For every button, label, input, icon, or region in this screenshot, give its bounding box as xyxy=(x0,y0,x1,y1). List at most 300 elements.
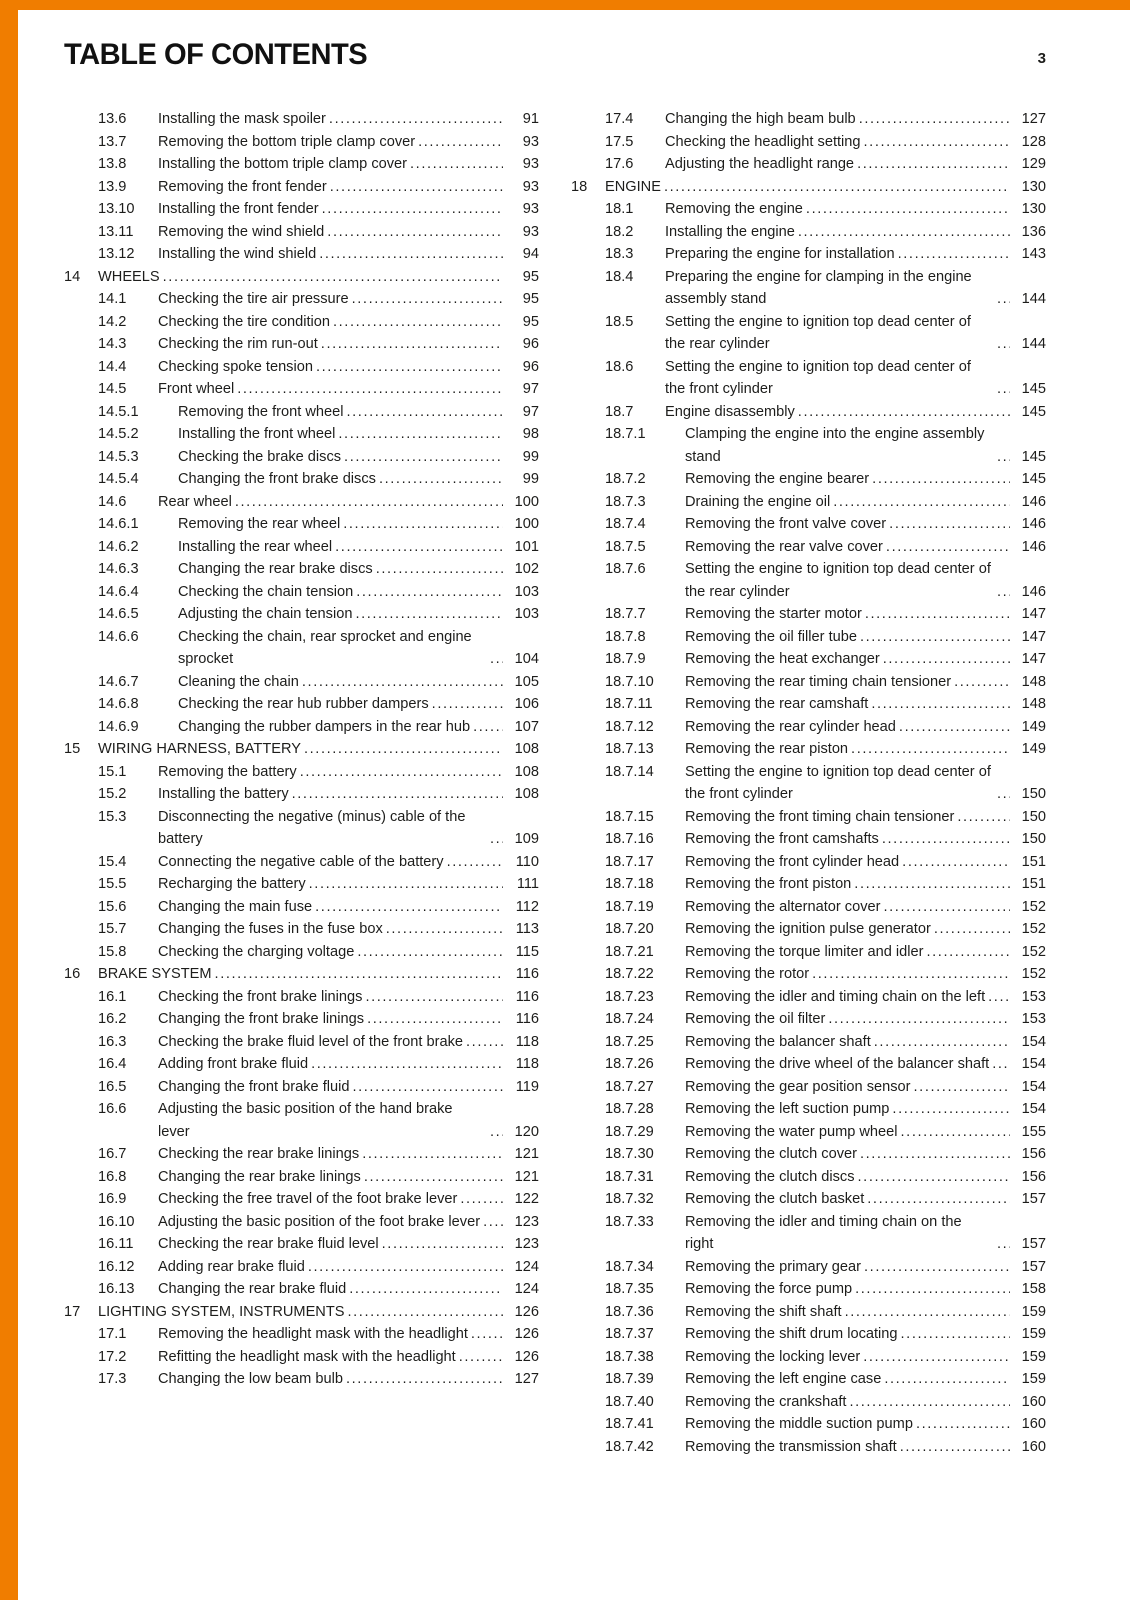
toc-leader-dots xyxy=(343,401,503,424)
toc-entry-number: 14.6.4 xyxy=(98,583,139,600)
toc-entry-number: 18.7.7 xyxy=(605,606,646,622)
toc-entry[interactable] xyxy=(571,153,1046,176)
toc-entry-page: 156 xyxy=(1021,1168,1046,1185)
toc-entry[interactable] xyxy=(571,108,1046,131)
toc-entry-page: 146 xyxy=(1021,493,1046,510)
toc-entry-title: Checking the charging voltage xyxy=(158,943,355,960)
toc-entry[interactable] xyxy=(64,1143,539,1166)
toc-entry-number: 18.5 xyxy=(605,313,634,330)
toc-entry-title: Removing the front piston xyxy=(685,876,852,892)
toc-entry[interactable] xyxy=(571,491,1046,514)
toc-entry-number: 14.6.8 xyxy=(98,696,139,712)
toc-entry[interactable] xyxy=(571,423,1046,468)
toc-entry[interactable] xyxy=(64,1256,539,1279)
toc-entry-page: 126 xyxy=(514,1303,539,1320)
toc-entry[interactable] xyxy=(571,671,1046,694)
toc-leader-dots xyxy=(871,1031,1010,1054)
toc-entry-page: 107 xyxy=(514,718,539,735)
toc-leader-dots xyxy=(883,536,1010,559)
toc-entry[interactable] xyxy=(64,603,539,626)
toc-entry-title: Removing the headlight mask with the headlight xyxy=(158,1326,468,1342)
toc-entry[interactable] xyxy=(64,1278,539,1301)
toc-entry-page: 102 xyxy=(514,561,539,577)
toc-entry-number: 18.7.35 xyxy=(605,1281,654,1297)
toc-entry[interactable] xyxy=(64,1301,539,1324)
toc-entry[interactable] xyxy=(571,603,1046,626)
toc-entry[interactable] xyxy=(571,1053,1046,1076)
toc-leader-dots xyxy=(889,1098,1010,1121)
toc-leader-dots xyxy=(795,401,1010,424)
toc-entry[interactable] xyxy=(64,783,539,806)
toc-entry[interactable] xyxy=(64,626,539,671)
toc-entry-page: 159 xyxy=(1021,1303,1046,1320)
toc-entry[interactable] xyxy=(64,513,539,536)
toc-entry[interactable] xyxy=(64,1323,539,1346)
toc-entry[interactable] xyxy=(571,1301,1046,1324)
toc-entry-page: 130 xyxy=(1021,178,1046,195)
toc-entry-page: 103 xyxy=(514,606,539,622)
toc-leader-dots xyxy=(312,896,503,919)
toc-leader-dots xyxy=(468,1323,503,1346)
toc-entry-page: 126 xyxy=(514,1326,539,1342)
toc-entry-page: 97 xyxy=(522,403,539,420)
toc-leader-dots xyxy=(661,176,1010,199)
toc-entry-number: 14.6.5 xyxy=(98,606,139,622)
toc-entry-title: Changing the fuses in the fuse box xyxy=(158,921,383,937)
document-page xyxy=(64,38,1046,1458)
toc-leader-dots xyxy=(880,648,1010,671)
toc-entry-page: 154 xyxy=(1021,1078,1046,1095)
page-title: TABLE OF CONTENTS xyxy=(64,38,368,71)
toc-entry-number: 14.5.2 xyxy=(98,426,139,442)
toc-entry-number: 18.7.9 xyxy=(605,651,646,667)
toc-entry-number: 18.7.8 xyxy=(605,628,646,645)
toc-entry-page: 93 xyxy=(522,133,539,150)
toc-entry-page: 95 xyxy=(522,313,539,330)
toc-entry[interactable] xyxy=(571,1076,1046,1099)
toc-entry-number: 15.5 xyxy=(98,876,127,892)
toc-entry[interactable] xyxy=(64,423,539,446)
toc-entry[interactable] xyxy=(571,693,1046,716)
toc-entry[interactable] xyxy=(571,1008,1046,1031)
toc-entry[interactable] xyxy=(64,1098,539,1143)
toc-leader-dots xyxy=(301,738,503,761)
toc-entry-page: 116 xyxy=(515,988,539,1005)
toc-entry[interactable] xyxy=(571,1323,1046,1346)
toc-entry[interactable] xyxy=(64,356,539,379)
toc-entry-number: 17.3 xyxy=(98,1371,127,1387)
toc-entry[interactable] xyxy=(571,311,1046,356)
toc-entry-page: 157 xyxy=(1021,1236,1046,1252)
toc-entry-title: Checking the rim run-out xyxy=(158,336,318,352)
toc-leader-dots xyxy=(994,378,1010,401)
toc-entry-title: Removing the engine xyxy=(665,201,803,217)
toc-entry[interactable] xyxy=(64,243,539,266)
toc-entry-title: Engine disassembly xyxy=(665,403,795,420)
toc-entry-page: 152 xyxy=(1021,943,1046,960)
toc-entry-page: 143 xyxy=(1021,246,1046,262)
toc-leader-dots xyxy=(319,198,503,221)
toc-entry-title: Checking the chain, rear sprocket and engine sprocket xyxy=(178,628,472,667)
toc-column-right xyxy=(571,108,1046,1458)
toc-entry-title: Removing the starter motor xyxy=(685,606,862,622)
toc-entry-page: 103 xyxy=(514,583,539,600)
toc-entry-page: 147 xyxy=(1021,628,1046,645)
toc-entry-number: 18.2 xyxy=(605,223,634,240)
toc-entry-title: ENGINE xyxy=(605,178,661,195)
toc-entry[interactable] xyxy=(571,558,1046,603)
toc-entry-number: 18.7.31 xyxy=(605,1168,654,1185)
toc-leader-dots xyxy=(308,1053,503,1076)
toc-entry[interactable] xyxy=(64,333,539,356)
toc-entry-number: 18.7.24 xyxy=(605,1011,654,1027)
toc-leader-dots xyxy=(994,1233,1010,1256)
toc-entry-number: 14.6 xyxy=(98,493,127,510)
toc-entry-page: 151 xyxy=(1021,876,1046,892)
toc-entry-number: 14 xyxy=(64,268,81,285)
toc-entry-page: 95 xyxy=(522,268,539,285)
toc-entry-page: 145 xyxy=(1021,471,1046,487)
toc-entry-page: 147 xyxy=(1021,606,1046,622)
toc-leader-dots xyxy=(346,1278,503,1301)
toc-entry-title: Changing the rear brake discs xyxy=(178,561,373,577)
toc-entry[interactable] xyxy=(64,446,539,469)
toc-entry[interactable] xyxy=(571,1413,1046,1436)
toc-entry[interactable] xyxy=(64,153,539,176)
toc-entry[interactable] xyxy=(64,1008,539,1031)
toc-entry-number: 14.5.1 xyxy=(98,403,139,420)
toc-entry-page: 93 xyxy=(522,223,539,240)
toc-entry[interactable] xyxy=(571,1436,1046,1459)
toc-leader-dots xyxy=(861,1256,1010,1279)
toc-entry-page: 159 xyxy=(1021,1348,1046,1365)
toc-entry-title: Changing the front brake linings xyxy=(158,1011,365,1027)
toc-leader-dots xyxy=(825,1008,1010,1031)
toc-entry-number: 18.7.30 xyxy=(605,1146,654,1162)
toc-entry-number: 16.9 xyxy=(98,1191,127,1207)
toc-entry-number: 18.7.39 xyxy=(605,1371,654,1387)
toc-entry[interactable] xyxy=(571,896,1046,919)
toc-entry[interactable] xyxy=(64,558,539,581)
toc-leader-dots xyxy=(911,1076,1010,1099)
toc-entry[interactable] xyxy=(64,536,539,559)
toc-entry[interactable] xyxy=(64,1233,539,1256)
toc-entry[interactable] xyxy=(571,243,1046,266)
toc-entry-number: 18.7.11 xyxy=(605,696,653,712)
toc-entry-title: Removing the left engine case xyxy=(685,1371,882,1387)
toc-entry[interactable] xyxy=(64,468,539,491)
toc-entry[interactable] xyxy=(571,918,1046,941)
toc-entry[interactable] xyxy=(571,266,1046,311)
toc-entry-number: 18.7.15 xyxy=(605,808,654,825)
toc-entry[interactable] xyxy=(571,1188,1046,1211)
toc-entry[interactable] xyxy=(571,1143,1046,1166)
toc-entry-number: 16.6 xyxy=(98,1101,127,1117)
toc-entry-number: 18.1 xyxy=(605,201,634,217)
toc-leader-dots xyxy=(852,1278,1010,1301)
toc-entry[interactable] xyxy=(571,1098,1046,1121)
toc-entry-page: 93 xyxy=(522,156,539,172)
toc-entry-title: Adjusting the basic position of the foot brake lever xyxy=(158,1213,481,1230)
toc-entry[interactable] xyxy=(64,131,539,154)
toc-entry-number: 15.6 xyxy=(98,898,127,915)
toc-leader-dots xyxy=(897,1436,1010,1459)
toc-leader-dots xyxy=(856,108,1010,131)
toc-entry-title: Installing the front fender xyxy=(158,201,319,217)
toc-leader-dots xyxy=(480,1211,503,1234)
toc-entry-title: Removing the middle suction pump xyxy=(685,1416,913,1432)
toc-entry-title: Adding rear brake fluid xyxy=(158,1258,305,1275)
toc-entry-title: Removing the water pump wheel xyxy=(685,1123,898,1140)
toc-leader-dots xyxy=(994,581,1010,604)
toc-entry-title: Removing the rear timing chain tensioner xyxy=(685,673,952,690)
toc-entry[interactable] xyxy=(571,851,1046,874)
toc-leader-dots xyxy=(332,536,503,559)
toc-entry-page: 116 xyxy=(515,966,539,982)
toc-entry-title: Removing the front cylinder head xyxy=(685,853,900,870)
toc-leader-dots xyxy=(324,221,503,244)
toc-entry-number: 14.4 xyxy=(98,358,127,375)
toc-entry-page: 129 xyxy=(1021,156,1046,172)
toc-entry-page: 96 xyxy=(522,358,539,375)
toc-entry-page: 136 xyxy=(1021,223,1046,240)
toc-leader-dots xyxy=(868,693,1010,716)
toc-entry-title: Rear wheel xyxy=(158,493,232,510)
toc-entry-page: 157 xyxy=(1021,1191,1046,1207)
toc-entry-number: 18.4 xyxy=(605,268,634,285)
toc-leader-dots xyxy=(383,918,503,941)
toc-entry-page: 149 xyxy=(1021,718,1046,735)
toc-entry[interactable] xyxy=(64,581,539,604)
toc-entry-page: 152 xyxy=(1021,966,1046,982)
toc-entry-title: Removing the locking lever xyxy=(685,1348,861,1365)
toc-entry-number: 18.7.37 xyxy=(605,1326,654,1342)
toc-entry-title: Checking the brake fluid level of the front brake xyxy=(158,1033,464,1050)
toc-entry[interactable] xyxy=(571,716,1046,739)
toc-entry-title: Recharging the battery xyxy=(158,876,306,892)
toc-entry-number: 16.1 xyxy=(98,988,127,1005)
toc-entry-title: Installing the bottom triple clamp cover xyxy=(158,156,408,172)
toc-entry[interactable] xyxy=(64,963,539,986)
page-accent-border-top xyxy=(0,0,1130,10)
toc-entry-number: 18.7.12 xyxy=(605,718,654,735)
toc-entry-page: 105 xyxy=(514,673,539,690)
toc-entry[interactable] xyxy=(571,828,1046,851)
toc-entry[interactable] xyxy=(571,738,1046,761)
toc-entry[interactable] xyxy=(64,1346,539,1369)
toc-entry[interactable] xyxy=(64,288,539,311)
toc-entry-title: Checking the rear brake fluid level xyxy=(158,1236,379,1252)
toc-entry[interactable] xyxy=(64,918,539,941)
toc-entry[interactable] xyxy=(571,648,1046,671)
toc-entry-number: 16.4 xyxy=(98,1056,127,1072)
toc-entry-page: 126 xyxy=(514,1348,539,1365)
toc-entry[interactable] xyxy=(64,1053,539,1076)
toc-entry[interactable] xyxy=(571,1121,1046,1144)
toc-leader-dots xyxy=(898,1323,1010,1346)
toc-entry-title: Removing the front fender xyxy=(158,178,327,195)
toc-entry-number: 18.7.33 xyxy=(605,1213,654,1230)
toc-entry[interactable] xyxy=(64,176,539,199)
toc-leader-dots xyxy=(898,1121,1010,1144)
toc-entry[interactable] xyxy=(571,536,1046,559)
toc-leader-dots xyxy=(886,513,1010,536)
toc-entry[interactable] xyxy=(64,198,539,221)
toc-leader-dots xyxy=(457,1188,503,1211)
toc-entry[interactable] xyxy=(571,806,1046,829)
toc-entry[interactable] xyxy=(571,873,1046,896)
toc-entry-title: Removing the battery xyxy=(158,763,297,780)
toc-entry-title: Removing the front wheel xyxy=(178,403,344,420)
toc-entry-title: Removing the force pump xyxy=(685,1281,853,1297)
toc-entry[interactable] xyxy=(571,1031,1046,1054)
toc-entry-number: 18.7.22 xyxy=(605,966,654,982)
toc-entry[interactable] xyxy=(64,1166,539,1189)
toc-entry[interactable] xyxy=(64,401,539,424)
toc-entry-title: Setting the engine to ignition top dead center of the rear cylinder xyxy=(685,561,991,600)
toc-leader-dots xyxy=(864,1188,1010,1211)
toc-leader-dots xyxy=(343,1368,503,1391)
toc-entry[interactable] xyxy=(571,131,1046,154)
toc-entry[interactable] xyxy=(64,1076,539,1099)
toc-entry-title: Removing the gear position sensor xyxy=(685,1078,911,1095)
toc-entry[interactable] xyxy=(64,873,539,896)
toc-entry-page: 108 xyxy=(514,786,539,802)
toc-entry-number: 18.7 xyxy=(605,403,634,420)
toc-entry-number: 18.7.13 xyxy=(605,741,654,757)
toc-leader-dots xyxy=(470,716,503,739)
toc-entry-number: 18.7.1 xyxy=(605,426,646,442)
toc-entry-title: Removing the shift shaft xyxy=(685,1303,842,1320)
toc-entry-number: 14.6.6 xyxy=(98,628,139,645)
toc-leader-dots xyxy=(160,266,503,289)
toc-entry-title: Checking spoke tension xyxy=(158,358,313,375)
toc-entry-number: 17 xyxy=(64,1303,81,1320)
toc-entry[interactable] xyxy=(64,378,539,401)
toc-entry[interactable] xyxy=(64,266,539,289)
toc-entry[interactable] xyxy=(64,108,539,131)
toc-entry-page: 111 xyxy=(516,876,539,892)
toc-entry[interactable] xyxy=(571,356,1046,401)
toc-entry-page: 130 xyxy=(1021,201,1046,217)
toc-entry[interactable] xyxy=(571,401,1046,424)
toc-leader-dots xyxy=(848,738,1010,761)
toc-entry[interactable] xyxy=(64,986,539,1009)
toc-leader-dots xyxy=(407,153,503,176)
toc-entry[interactable] xyxy=(64,491,539,514)
toc-entry[interactable] xyxy=(571,626,1046,649)
toc-entry[interactable] xyxy=(571,1391,1046,1414)
toc-leader-dots xyxy=(899,851,1010,874)
toc-leader-dots xyxy=(923,941,1010,964)
toc-entry[interactable] xyxy=(571,513,1046,536)
toc-entry-number: 18.7.40 xyxy=(605,1393,654,1410)
toc-entry-number: 16.13 xyxy=(98,1281,135,1297)
toc-entry[interactable] xyxy=(571,1211,1046,1256)
toc-entry-number: 14.1 xyxy=(98,291,127,307)
toc-entry[interactable] xyxy=(64,1031,539,1054)
toc-entry-page: 148 xyxy=(1021,696,1046,712)
toc-leader-dots xyxy=(487,648,503,671)
toc-entry[interactable] xyxy=(64,941,539,964)
toc-entry[interactable] xyxy=(571,176,1046,199)
toc-entry[interactable] xyxy=(571,221,1046,244)
toc-entry-number: 18.7.5 xyxy=(605,538,646,555)
toc-entry[interactable] xyxy=(64,311,539,334)
toc-entry[interactable] xyxy=(571,468,1046,491)
toc-entry-page: 93 xyxy=(522,201,539,217)
toc-entry[interactable] xyxy=(571,1346,1046,1369)
toc-entry[interactable] xyxy=(571,941,1046,964)
toc-leader-dots xyxy=(896,716,1010,739)
toc-entry-title: WHEELS xyxy=(98,268,160,285)
toc-entry-number: 15.4 xyxy=(98,853,127,870)
toc-entry[interactable] xyxy=(64,851,539,874)
toc-entry-number: 14.5.4 xyxy=(98,471,139,487)
toc-entry[interactable] xyxy=(571,986,1046,1009)
toc-entry-number: 18.7.4 xyxy=(605,516,646,532)
toc-entry[interactable] xyxy=(571,963,1046,986)
toc-entry-page: 100 xyxy=(514,493,539,510)
toc-entry[interactable] xyxy=(571,1166,1046,1189)
toc-leader-dots xyxy=(330,311,503,334)
toc-entry[interactable] xyxy=(64,1368,539,1391)
toc-entry[interactable] xyxy=(64,221,539,244)
toc-leader-dots xyxy=(373,558,503,581)
toc-entry[interactable] xyxy=(571,761,1046,806)
toc-entry-title: Removing the heat exchanger xyxy=(685,651,880,667)
toc-entry[interactable] xyxy=(571,1278,1046,1301)
toc-entry-title: Installing the mask spoiler xyxy=(158,111,326,127)
toc-entry[interactable] xyxy=(64,671,539,694)
toc-leader-dots xyxy=(487,828,503,851)
toc-entry-page: 91 xyxy=(522,111,539,127)
toc-entry-title: Checking the chain tension xyxy=(178,583,354,600)
toc-entry[interactable] xyxy=(571,1256,1046,1279)
toc-entry-number: 13.11 xyxy=(98,223,134,240)
toc-entry-title: Removing the front valve cover xyxy=(685,516,887,532)
toc-entry[interactable] xyxy=(64,693,539,716)
toc-entry-title: Preparing the engine for installation xyxy=(665,246,895,262)
toc-entry-title: Changing the rubber dampers in the rear hub xyxy=(178,718,471,735)
toc-entry[interactable] xyxy=(64,716,539,739)
toc-entry-page: 153 xyxy=(1021,988,1046,1005)
toc-entry[interactable] xyxy=(571,1368,1046,1391)
toc-entry-number: 18.3 xyxy=(605,246,634,262)
toc-entry-title: Checking the rear hub rubber dampers xyxy=(178,696,429,712)
toc-leader-dots xyxy=(340,513,503,536)
toc-entry[interactable] xyxy=(64,738,539,761)
toc-entry-number: 16.8 xyxy=(98,1168,127,1185)
toc-entry-page: 118 xyxy=(515,1033,539,1050)
toc-entry[interactable] xyxy=(64,1211,539,1234)
toc-entry-page: 104 xyxy=(514,651,539,667)
toc-entry-title: Installing the battery xyxy=(158,786,289,802)
toc-entry-title: Removing the ignition pulse generator xyxy=(685,921,931,937)
toc-entry[interactable] xyxy=(64,761,539,784)
toc-entry-page: 98 xyxy=(522,426,539,442)
toc-leader-dots xyxy=(879,828,1010,851)
toc-entry[interactable] xyxy=(64,1188,539,1211)
toc-leader-dots xyxy=(359,1143,503,1166)
toc-entry[interactable] xyxy=(64,896,539,919)
toc-leader-dots xyxy=(803,198,1010,221)
toc-entry-title: Removing the drive wheel of the balancer shaft xyxy=(685,1056,990,1072)
toc-entry[interactable] xyxy=(571,198,1046,221)
toc-leader-dots xyxy=(487,1121,503,1144)
toc-entry[interactable] xyxy=(64,806,539,851)
toc-leader-dots xyxy=(345,1301,504,1324)
